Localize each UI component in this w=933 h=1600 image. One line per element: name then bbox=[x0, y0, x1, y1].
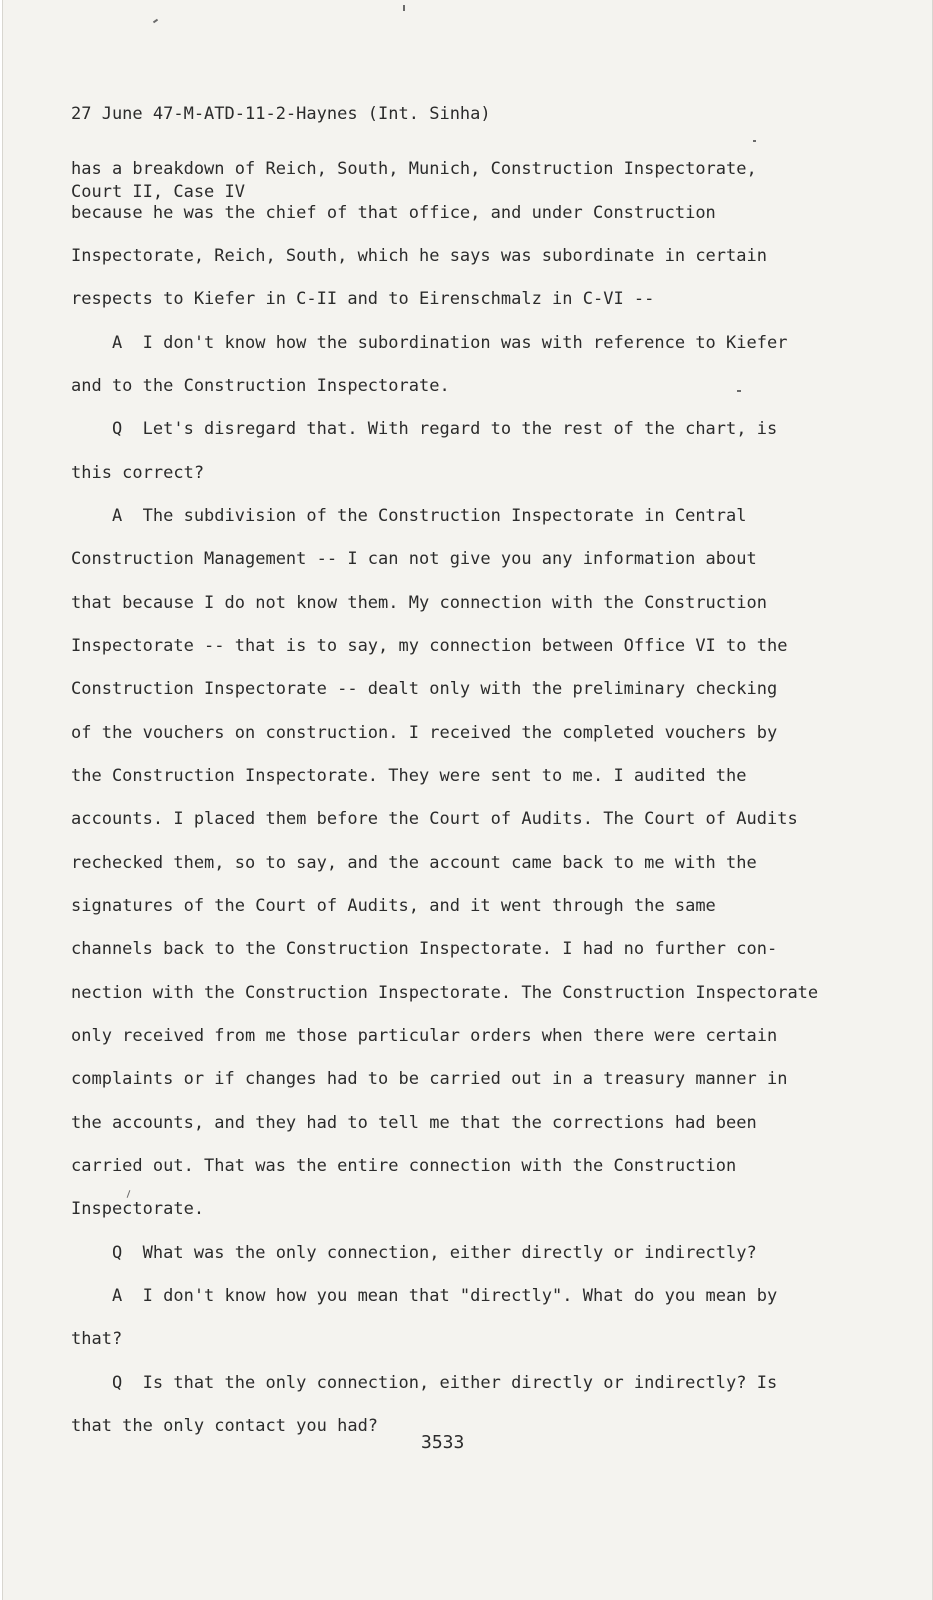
document-page bbox=[2, 0, 933, 1600]
transcript-line: has a breakdown of Reich, South, Munich, Construction Inspectorate, bbox=[71, 159, 757, 179]
transcript-line: Inspectorate -- that is to say, my connection between Office VI to the bbox=[71, 636, 788, 656]
transcript-line: that the only contact you had? bbox=[71, 1416, 379, 1436]
transcript-line: Construction Management -- I can not give you any information about bbox=[71, 549, 757, 569]
transcript-line: complaints or if changes had to be carried out in a treasury manner in bbox=[71, 1069, 788, 1089]
page-number: 3533 bbox=[421, 1432, 465, 1453]
transcript-line: Inspectorate. bbox=[71, 1199, 205, 1219]
transcript-line: the Construction Inspectorate. They were sent to me. I audited the bbox=[71, 766, 747, 786]
header-line-2: Court II, Case IV bbox=[71, 182, 245, 202]
margin-mark bbox=[737, 390, 741, 392]
transcript-line: Inspectorate, Reich, South, which he says was subordinate in certain bbox=[71, 246, 767, 266]
transcript-line: rechecked them, so to say, and the account came back to me with the bbox=[71, 853, 757, 873]
document-header bbox=[71, 49, 491, 257]
transcript-line: signatures of the Court of Audits, and it went through the same bbox=[71, 896, 716, 916]
margin-mark bbox=[403, 5, 405, 11]
margin-mark bbox=[153, 19, 158, 24]
transcript-line: this correct? bbox=[71, 463, 205, 483]
transcript-line: Q What was the only connection, either directly or indirectly? bbox=[71, 1243, 757, 1263]
transcript-line: A The subdivision of the Construction Inspectorate in Central bbox=[71, 506, 747, 526]
transcript-line: because he was the chief of that office, and under Construction bbox=[71, 203, 716, 223]
transcript-line: Q Let's disregard that. With regard to the rest of the chart, is bbox=[71, 419, 778, 439]
transcript-line: of the vouchers on construction. I received the completed vouchers by bbox=[71, 723, 778, 743]
transcript-line: respects to Kiefer in C-II and to Eirenschmalz in C-VI -- bbox=[71, 289, 655, 309]
transcript-line: that because I do not know them. My connection with the Construction bbox=[71, 593, 767, 613]
transcript-line: Construction Inspectorate -- dealt only with the preliminary checking bbox=[71, 679, 778, 699]
transcript-line: accounts. I placed them before the Court of Audits. The Court of Audits bbox=[71, 809, 798, 829]
transcript-line: the accounts, and they had to tell me that the corrections had been bbox=[71, 1113, 757, 1133]
transcript-line: channels back to the Construction Inspectorate. I had no further con- bbox=[71, 939, 778, 959]
transcript-line: nection with the Construction Inspectorate. The Construction Inspectorate bbox=[71, 983, 819, 1003]
transcript-line: A I don't know how the subordination was with reference to Kiefer bbox=[71, 333, 788, 353]
margin-mark bbox=[753, 140, 756, 142]
transcript-line: carried out. That was the entire connection with the Construction bbox=[71, 1156, 737, 1176]
header-line-1: 27 June 47-M-ATD-11-2-Haynes (Int. Sinha) bbox=[71, 104, 491, 124]
transcript-line: only received from me those particular orders when there were certain bbox=[71, 1026, 778, 1046]
transcript-line: A I don't know how you mean that "directly". What do you mean by bbox=[71, 1286, 778, 1306]
transcript-line: that? bbox=[71, 1329, 123, 1349]
transcript-line: Q Is that the only connection, either directly or indirectly? Is bbox=[71, 1373, 778, 1393]
transcript-line: and to the Construction Inspectorate. bbox=[71, 376, 450, 396]
